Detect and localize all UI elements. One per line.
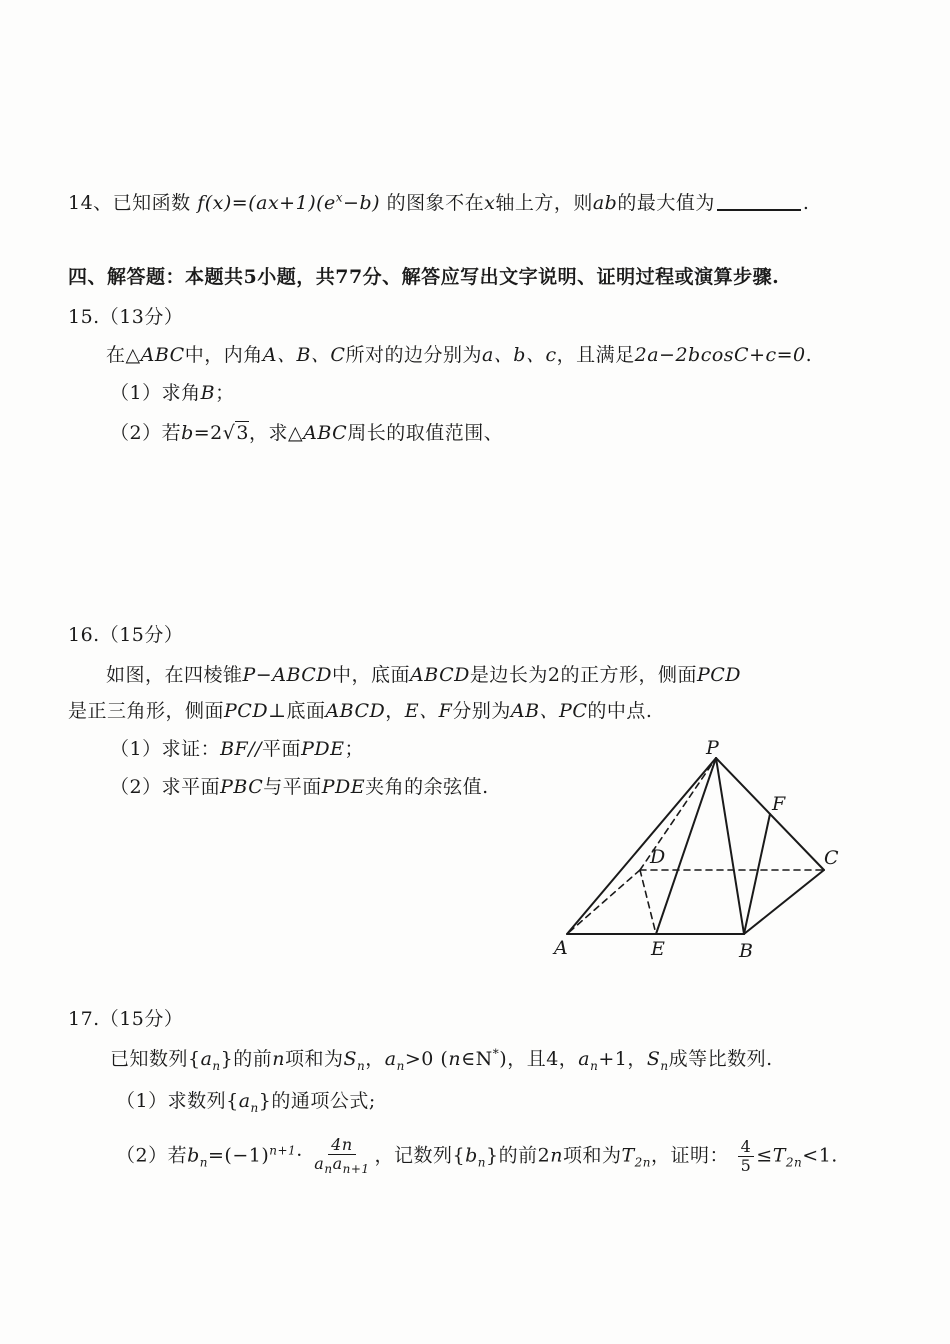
q14-period: .	[802, 192, 810, 214]
edge-PB	[716, 758, 744, 934]
section-header: 四、解答题：本题共5小题，共77分、解答应写出文字说明、证明过程或演算步骤.	[68, 266, 780, 288]
fraction-4-over-5: $\frac{4}{5}$	[738, 1138, 755, 1176]
label-F: F	[772, 793, 786, 815]
question-14	[68, 188, 809, 215]
q14-function: $f(x)=(ax+1)(e^x-b)$	[197, 190, 381, 214]
q16-part-2: （2）求平面PBC与平面PDE夹角的余弦值.	[110, 776, 489, 798]
label-B: B	[739, 940, 753, 962]
q14-x: x	[484, 192, 496, 214]
q15-part-2: （2）若b=2√3，求△ABC周长的取值范围、	[110, 422, 504, 444]
q14-prefix: 14、已知函数	[68, 192, 191, 214]
q16-part-1: （1）求证：BF//平面PDE；	[110, 738, 364, 760]
q17-stem: 已知数列$\{a_n\}$的前n项和为$S_n$，$a_n>0$ (n∈N*)，且4，$a_n+1$，$S_n$成等比数列.	[110, 1046, 773, 1073]
q16-stem-line-1: 如图，在四棱锥P−ABCD中，底面ABCD是边长为2的正方形，侧面PCD	[106, 664, 742, 686]
q14-text: 的图象不在	[386, 192, 485, 214]
edge-PA	[567, 758, 716, 934]
q14-end: 的最大值为	[617, 192, 715, 214]
label-D: D	[650, 846, 666, 868]
q17-heading: 17.（15分）	[68, 1008, 184, 1030]
q15-part-1: （1）求角B；	[110, 382, 235, 404]
label-P: P	[706, 737, 719, 759]
q16-heading: 16.（15分）	[68, 624, 184, 646]
q14-ab: ab	[592, 192, 618, 214]
fraction-4n-over-anan1: $\frac{4n}{a_na_{n+1}}$	[314, 1135, 370, 1177]
segment-DE	[640, 870, 656, 934]
q15-stem: 在△ABC中，内角A、B、C所对的边分别为a、b、c，且满足2a−2bcosC+c=0.	[106, 344, 813, 366]
pyramid-figure	[540, 730, 860, 970]
edge-DA	[567, 870, 640, 934]
sqrt-3: 3	[236, 422, 249, 444]
q17-part-1: （1）求数列$\{a_n\}$的通项公式;	[116, 1090, 376, 1115]
label-C: C	[824, 847, 839, 869]
label-A: A	[554, 937, 568, 959]
answer-blank[interactable]	[717, 209, 801, 211]
q16-stem-line-2: 是正三角形，侧面PCD⊥底面ABCD，E、F分别为AB、PC的中点.	[68, 700, 653, 722]
q17-part-2: （2）若$b_n=(-1)^{n+1}\cdot$ $\frac{4n}{a_na_{n+1}}$ ，记数列$\{b_n\}$的前2n项和为$T_{2n}$，证明： $\frac{4}{5}$ $\le T_{2n}<1$.	[116, 1135, 838, 1177]
q14-text-2: 轴上方，则	[495, 192, 593, 214]
label-E: E	[651, 938, 665, 960]
q15-heading: 15.（13分）	[68, 306, 184, 328]
